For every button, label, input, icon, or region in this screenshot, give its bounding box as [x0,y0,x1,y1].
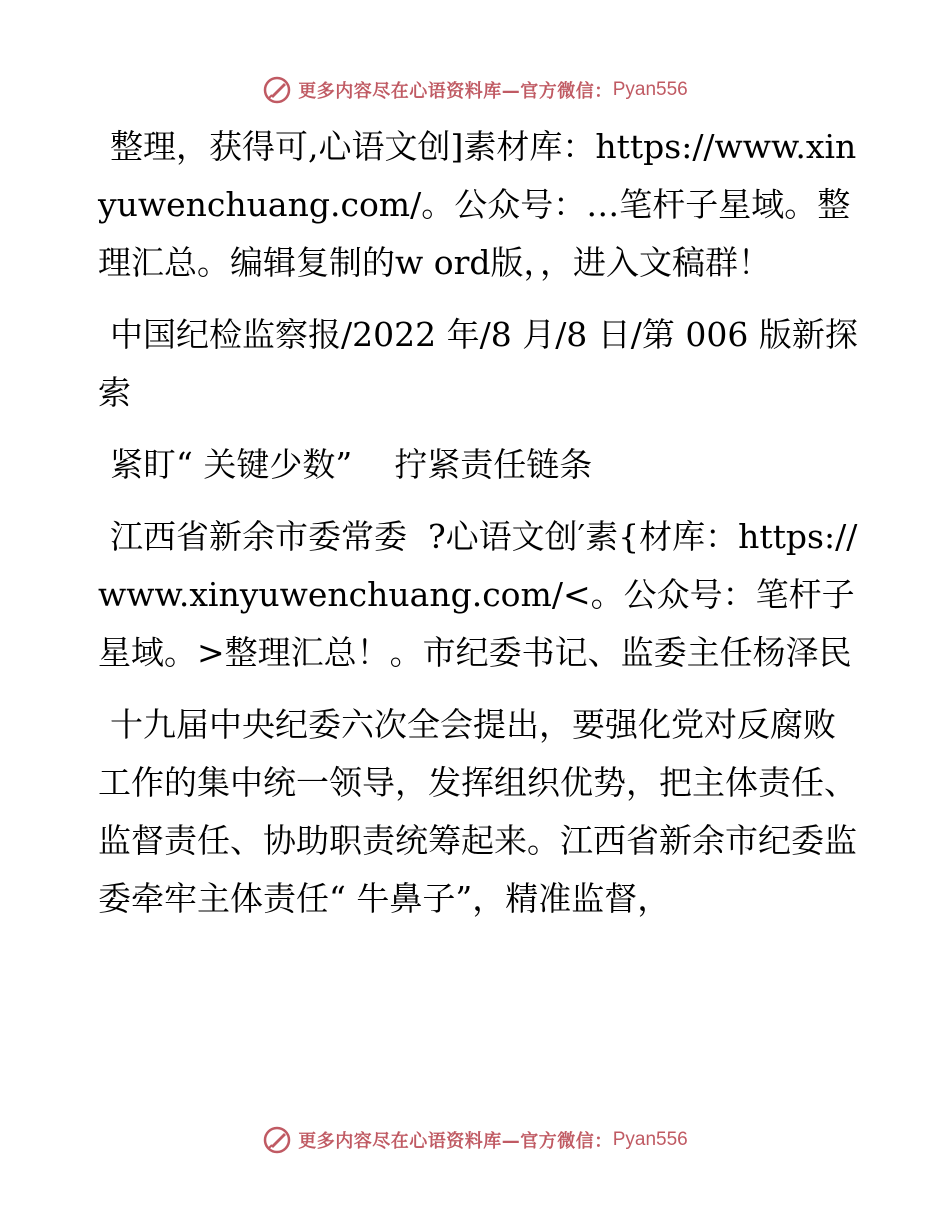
quill-seal-icon [262,1125,292,1155]
paragraph-body: 十九届中央纪委六次全会提出，要强化党对反腐败工作的集中统一领导，发挥组织优势，把主体责任、监督责任、协助职责统筹起来。江西省新余市纪委监委牵牢主体责任“ 牛鼻子”，精准监督， [98,705,857,918]
banner-wechat-id: Pyan556 [612,79,688,100]
paragraph-intro: 整理，获得可,心语文创]素材库：https://www.xinyuwenchuang.com/。公众号：…笔杆子星域。整理汇总。编辑复制的w ord版，，进入文稿群！ [98,127,857,282]
paragraph-author: 江西省新余市委常委 ?心语文创′素{材库：https://www.xinyuwenchuang.com/<。公众号：笔杆子星域。>整理汇总！。市纪委书记、监委主任杨泽民 [98,517,858,672]
header-watermark-banner [0,72,950,108]
banner-wechat-id: Pyan556 [612,1129,688,1150]
document-body [98,118,858,942]
banner-text: 更多内容尽在心语资料库—官方微信： [298,1131,613,1152]
paragraph-headline: 紧盯“ 关键少数” 拧紧责任链条 [110,445,593,484]
footer-watermark-banner [0,1122,950,1158]
quill-seal-icon [262,75,292,105]
banner-text: 更多内容尽在心语资料库—官方微信： [298,81,613,102]
paragraph-source: 中国纪检监察报/2022 年/8 月/8 日/第 006 版新探索 [98,315,858,412]
